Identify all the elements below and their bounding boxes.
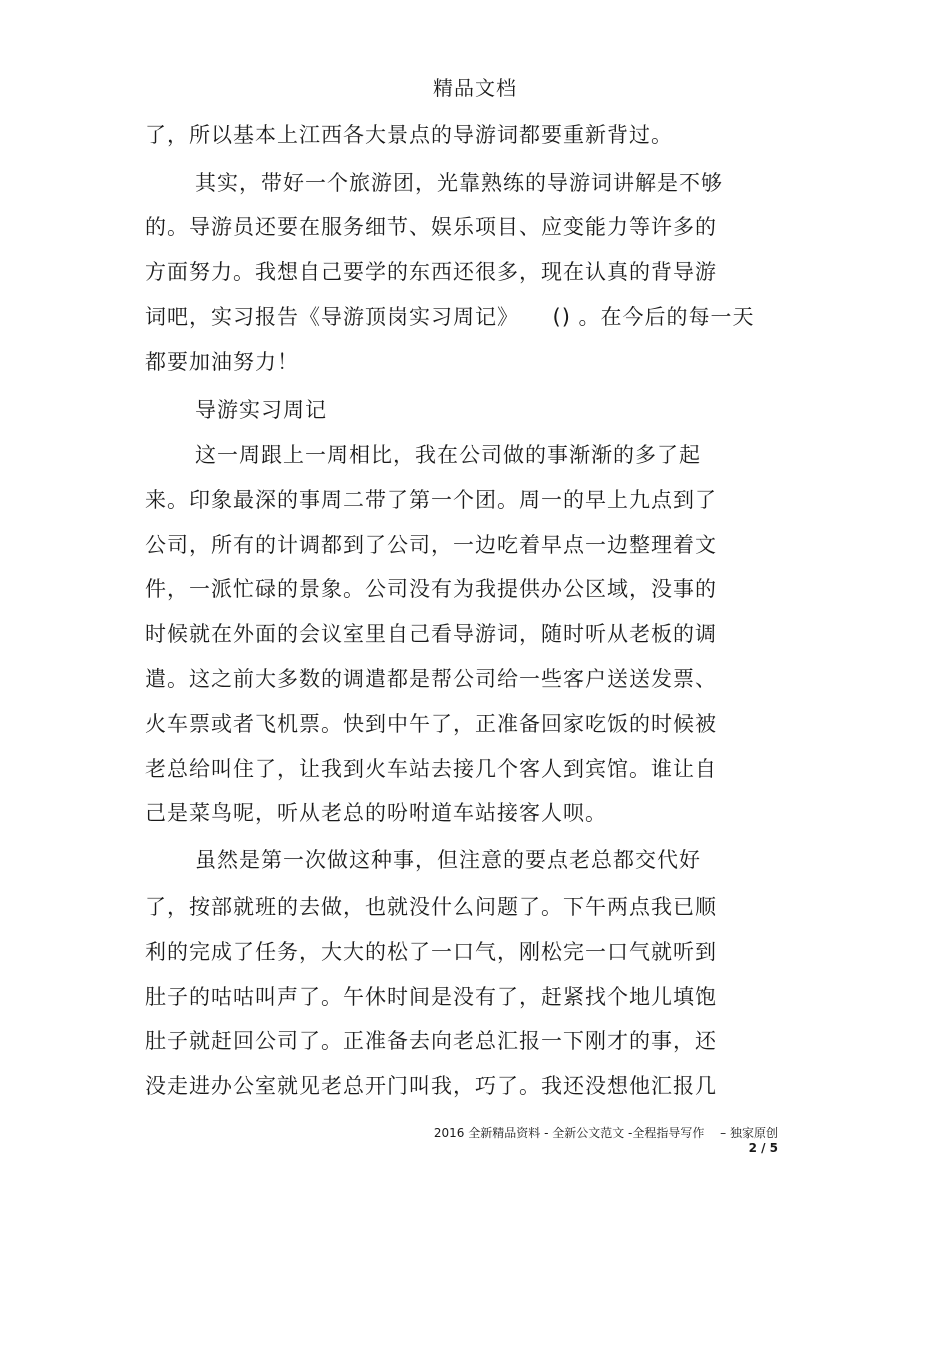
body-line: 火车票或者飞机票。快到中午了，正准备回家吃饭的时候被 <box>145 712 717 736</box>
page-number: 2 / 5 <box>748 1141 778 1155</box>
body-line: 件，一派忙碌的景象。公司没有为我提供办公区域，没事的 <box>145 577 717 601</box>
body-line: 其实，带好一个旅游团，光靠熟练的导游词讲解是不够 <box>195 171 723 195</box>
body-line: 肚子就赶回公司了。正准备去向老总汇报一下刚才的事，还 <box>145 1029 717 1053</box>
section-heading: 导游实习周记 <box>195 398 327 422</box>
body-line: 没走进办公室就见老总开门叫我，巧了。我还没想他汇报几 <box>145 1074 717 1098</box>
footer-text: 2016 全新精品资料 - 全新公文范文 -全程指导写作 – 独家原创 <box>433 1126 778 1140</box>
body-line: 公司，所有的计调都到了公司，一边吃着早点一边整理着文 <box>145 533 717 557</box>
body-line: 的。导游员还要在服务细节、娱乐项目、应变能力等许多的 <box>145 215 717 239</box>
body-line: 了，所以基本上江西各大景点的导游词都要重新背过。 <box>145 123 673 147</box>
body-line: 时候就在外面的会议室里自己看导游词，随时听从老板的调 <box>145 622 717 646</box>
body-line: 方面努力。我想自己要学的东西还很多，现在认真的背导游 <box>145 260 717 284</box>
body-line: 这一周跟上一周相比，我在公司做的事渐渐的多了起 <box>195 443 701 467</box>
body-line: 来。印象最深的事周二带了第一个团。周一的早上九点到了 <box>145 488 717 512</box>
body-line: 遣。这之前大多数的调遣都是帮公司给一些客户送送发票、 <box>145 667 717 691</box>
body-line: 老总给叫住了，让我到火车站去接几个客人到宾馆。谁让自 <box>145 757 717 781</box>
page-header-title: 精品文档 <box>433 76 517 100</box>
body-line: 利的完成了任务，大大的松了一口气，刚松完一口气就听到 <box>145 940 717 964</box>
body-line: 了，按部就班的去做，也就没什么问题了。下午两点我已顺 <box>145 895 717 919</box>
body-line: 词吧，实习报告《导游顶岗实习周记》 () 。在今后的每一天 <box>145 305 755 329</box>
body-line: 己是菜鸟呢，听从老总的吩咐道车站接客人呗。 <box>145 801 607 825</box>
body-line: 都要加油努力！ <box>145 350 299 374</box>
body-line: 虽然是第一次做这种事，但注意的要点老总都交代好 <box>195 848 701 872</box>
body-line: 肚子的咕咕叫声了。午休时间是没有了，赶紧找个地儿填饱 <box>145 985 717 1009</box>
